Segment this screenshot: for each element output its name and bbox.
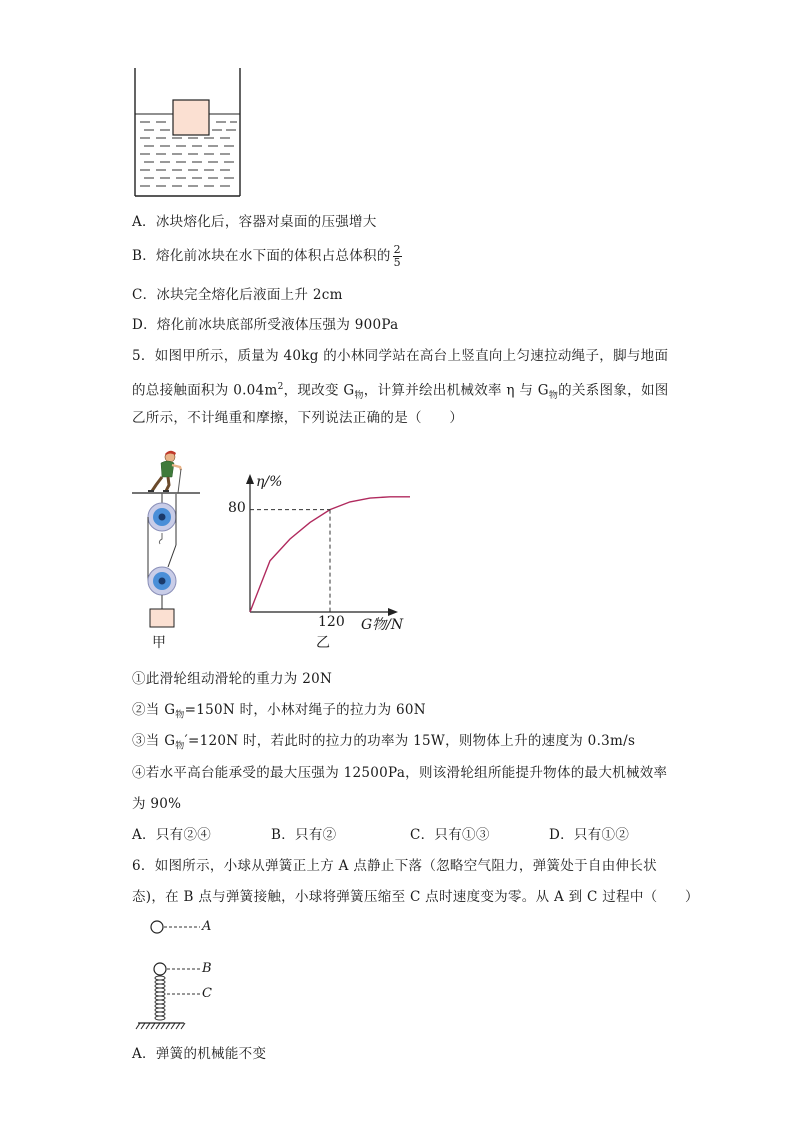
q5-stmt2-part2: =150N 时，小林对绳子的拉力为 60N [184,702,426,718]
point-c-label: C [202,986,212,1001]
q5-statement-4-line2: 为 90% [132,796,182,812]
q5-line2-part4: 的关系图象，如图 [558,382,669,399]
q5-line2-part2: ，现改变 G [283,382,355,399]
chart-xlabel: G物/N [361,617,404,633]
q4-option-a: A．冰块熔化后，容器对桌面的压强增大 [132,214,377,230]
q5-stmt3-part1: ③当 G [132,733,176,749]
q5-statement-3 [132,732,635,756]
chart-ylabel: η/% [256,474,283,490]
fixed-pulley [148,503,176,531]
q4-option-d: D．熔化前冰块底部所受液体压强为 900Pa [132,317,399,333]
q5-line2-sub1: 物 [354,391,364,402]
ice-block [173,100,209,135]
pulley-system-figure [128,445,208,655]
q5-option-b: B．只有② [271,827,337,843]
load-block [150,609,174,627]
point-a-label: A [202,919,212,934]
ball-at-a [151,921,163,933]
q5-line2-sup: 2 [277,382,284,392]
q5-line2-sub2: 物 [548,391,559,402]
q5-stem-line3: 乙所示，不计绳重和摩擦，下列说法正确的是（ ） [132,410,464,426]
q5-stem-line1: 5．如图甲所示，质量为 40kg 的小林同学站在高台上竖直向上匀速拉动绳子，脚与地面 [132,348,669,364]
y-axis-arrow [246,474,254,484]
q5-stem-line2 [132,378,669,405]
q6-stem-line1: 6．如图所示，小球从弹簧正上方 A 点静止下落（忽略空气阻力，弹簧处于自由伸长状 [132,858,657,874]
q5-stmt3-sub: 物 [175,741,185,752]
q5-statement-4-line1: ④若水平高台能承受的最大压强为 12500Pa，则该滑轮组所能提升物体的最大机械效率 [132,765,668,781]
q5-statement-1: ①此滑轮组动滑轮的重力为 20N [132,671,333,687]
point-b-label: B [202,961,212,976]
spring [155,976,165,1020]
q4-option-b [132,244,402,269]
q4-option-c: C．冰块完全熔化后液面上升 2cm [132,287,343,303]
efficiency-chart [222,470,412,638]
fraction-numerator: 2 [393,243,401,256]
q4-option-b-text: B．熔化前冰块在水下面的体积占总体积的 [132,248,391,264]
x-tick-label: 120 [318,614,345,630]
q6-stem-line2: 态)，在 B 点与弹簧接触，小球将弹簧压缩至 C 点时速度变为零。从 A 到 C 过程中（ ） [132,889,699,905]
figure-yi-label: 乙 [316,635,330,651]
q5-stmt3-part2: ′=120N 时，若此时的拉力的功率为 15W，则物体上升的速度为 0.3m/s [184,733,636,749]
container-ice-figure [130,66,246,200]
q5-stmt2-sub: 物 [175,710,185,721]
ball-at-b [154,963,166,975]
q5-statement-2 [132,701,426,725]
q6-option-a: A．弹簧的机械能不变 [132,1046,267,1062]
q5-line2-part1: 的总接触面积为 0.04m [132,382,278,399]
fraction [393,244,402,269]
q5-stmt2-part1: ②当 G [132,702,176,718]
q5-option-a: A．只有②④ [132,827,212,843]
movable-pulley [148,567,176,595]
figure-jia-label: 甲 [152,635,166,651]
q5-option-d: D．只有①② [549,827,630,843]
q5-line2-part3: ，计算并绘出机械效率 η 与 G [363,382,549,399]
person-figure [148,451,181,491]
fraction-denominator: 5 [393,256,401,269]
q5-option-c: C．只有①③ [410,827,490,843]
spring-ball-figure [134,916,224,1036]
y-tick-label: 80 [228,499,246,516]
